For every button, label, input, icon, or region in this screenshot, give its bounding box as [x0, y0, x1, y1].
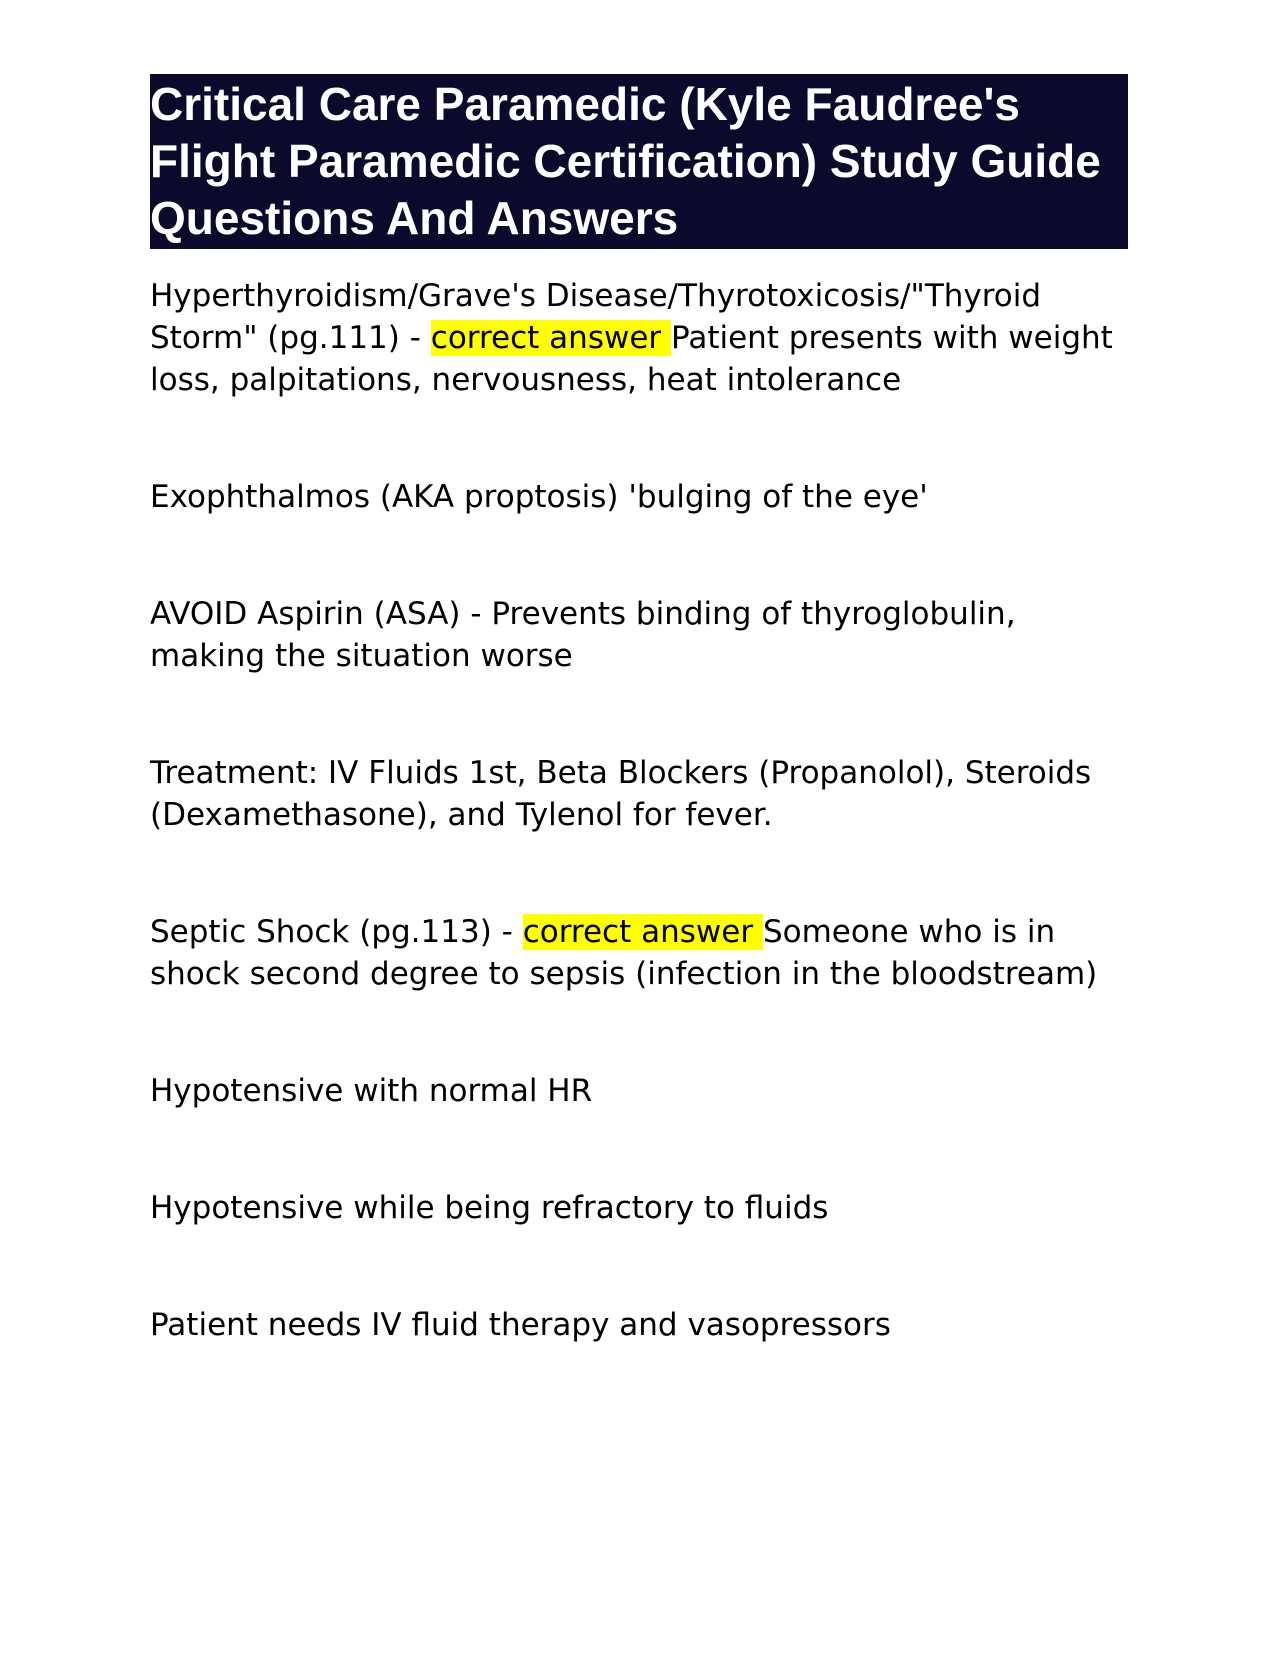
document-body [150, 275, 1128, 1346]
paragraph-spacer [150, 995, 1128, 1070]
question-text: Septic Shock (pg.113) - [150, 914, 523, 950]
document-page [150, 74, 1128, 1346]
paragraph-spacer [150, 677, 1128, 752]
paragraph-spacer [150, 836, 1128, 911]
note-paragraph: Hypotensive while being refractory to fluids [150, 1190, 829, 1226]
note-paragraph: Treatment: IV Fluids 1st, Beta Blockers (Propanolol), Steroids (Dexamethasone), and Tylenol for fever. [150, 755, 1092, 833]
paragraph-spacer [150, 401, 1128, 476]
qa-paragraph-septic-shock [150, 911, 1128, 995]
title-banner [150, 74, 1128, 249]
correct-answer-highlight: correct answer [430, 320, 672, 356]
note-paragraph: Patient needs IV fluid therapy and vasopressors [150, 1307, 891, 1343]
paragraph-spacer [150, 518, 1128, 593]
qa-paragraph-thyroid [150, 275, 1128, 401]
note-paragraph: Hypotensive with normal HR [150, 1073, 593, 1109]
answer-text: Someone who is in shock second degree to sepsis (infection in the bloodstream) [150, 914, 1098, 992]
note-paragraph: Exophthalmos (AKA proptosis) 'bulging of the eye' [150, 479, 928, 515]
note-paragraph: AVOID Aspirin (ASA) - Prevents binding of thyroglobulin, making the situation worse [150, 596, 1016, 674]
paragraph-spacer [150, 1112, 1128, 1187]
paragraph-spacer [150, 1229, 1128, 1304]
question-text: Hyperthyroidism/Grave's Disease/Thyrotoxicosis/"Thyroid Storm" (pg.111) - [150, 278, 1042, 356]
correct-answer-highlight: correct answer [522, 914, 763, 950]
answer-text: Patient presents with weight loss, palpitations, nervousness, heat intolerance [150, 320, 1113, 398]
document-title: Critical Care Paramedic (Kyle Faudree's Flight Paramedic Certification) Study Guide Questions And Answers [150, 78, 1101, 244]
